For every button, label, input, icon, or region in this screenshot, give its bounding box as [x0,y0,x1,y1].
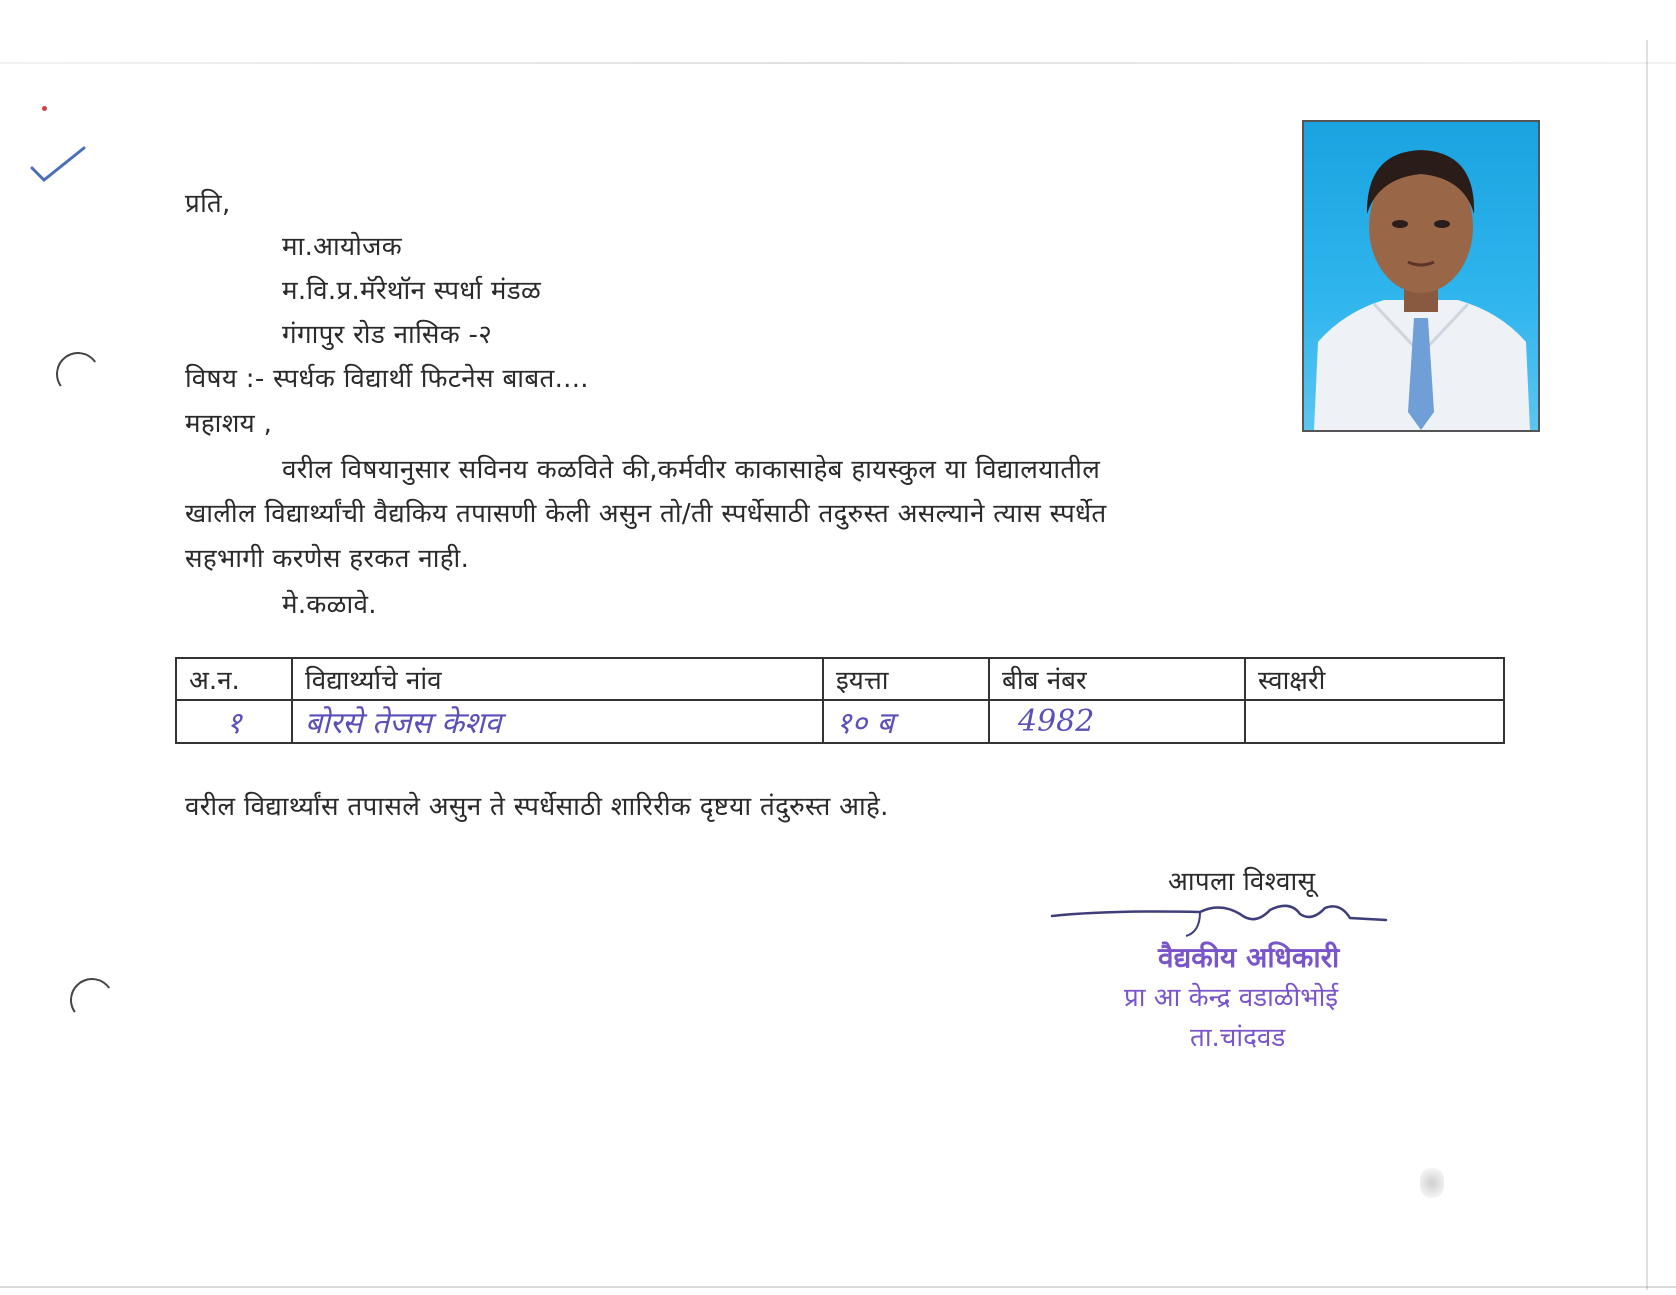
row-serial: १ [176,700,292,743]
table-header-row [176,658,1504,700]
student-portrait-image [1304,122,1538,430]
page-edge-bottom [0,1286,1676,1288]
row-student-name: बोरसे तेजस केशव [292,700,823,743]
signature-scribble [1050,892,1390,942]
row-bib-number: 4982 [989,700,1245,743]
header-bib-number: बीब नंबर [989,658,1245,700]
closing-note: मे.कळावे. [282,590,377,620]
salutation-to: प्रति, [185,189,231,219]
smudge-mark [1420,1168,1444,1198]
body-line-3: सहभागी करणेस हरकत नाही. [185,544,470,574]
certification-line: वरील विद्यार्थ्यांस तपासले असुन ते स्पर्धेसाठी शारिरीक दृष्टया तंदुरुस्त आहे. [185,792,889,822]
body-line-2: खालील विद्यार्थ्यांची वैद्यकिय तपासणी केली असुन तो/ती स्पर्धेसाठी तदुरुस्त असल्याने त्यास स्पर्धेत [185,499,1107,529]
table-row [176,700,1504,743]
check-mark-icon [24,140,94,190]
header-serial: अ.न. [176,658,292,700]
body-line-1: वरील विषयानुसार सविनय कळविते की,कर्मवीर काकासाहेब हायस्कुल या विद्यालयातील [282,455,1101,485]
addressee-line-3: गंगापुर रोड नासिक -२ [282,320,493,350]
greeting: महाशय , [185,409,273,439]
header-student-name: विद्यार्थ्याचे नांव [292,658,823,700]
stamp-line-1: प्रा आ केन्द्र वडाळीभोई [1124,983,1339,1013]
stamp-title: वैद्यकीय अधिकारी [1158,941,1340,974]
page-edge-right [1646,40,1648,1290]
sign-off: आपला विश्वासू [1168,867,1316,897]
subject-line: विषय :- स्पर्धक विद्यार्थी फिटनेस बाबत.... [185,364,589,394]
addressee-line-2: म.वि.प्र.मॅरेथॉन स्पर्धा मंडळ [282,276,542,306]
row-signature [1245,700,1504,743]
row-class: १० ब [823,700,989,743]
punch-hole-bottom [67,975,118,1026]
student-photo [1302,120,1540,432]
header-class: इयत्ता [823,658,989,700]
page-edge-top [0,62,1676,64]
student-table [175,657,1505,744]
red-dot [42,106,47,111]
addressee-line-1: मा.आयोजक [282,232,402,262]
stamp-line-2: ता.चांदवड [1190,1023,1286,1053]
punch-hole-top [53,349,104,400]
header-signature: स्वाक्षरी [1245,658,1504,700]
